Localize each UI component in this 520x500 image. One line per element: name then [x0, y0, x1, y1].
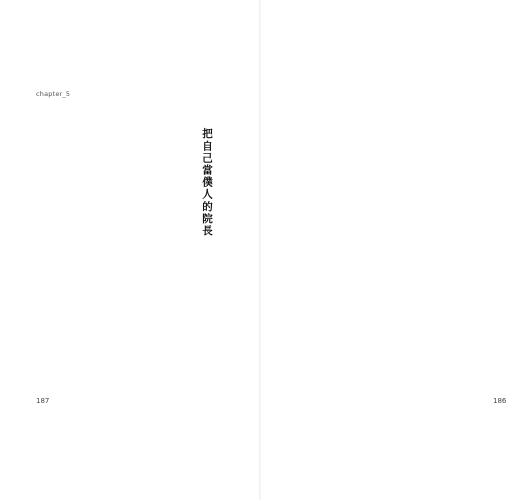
- section-heading: 把自己當僕人的院長: [201, 128, 213, 237]
- left-page: [0, 0, 259, 500]
- page-number-left: 187: [36, 397, 50, 405]
- left-running-head: [36, 90, 78, 98]
- chapter-tag: chapter_5: [36, 90, 71, 98]
- right-page: [261, 0, 520, 500]
- page-number-right: 186: [493, 397, 507, 405]
